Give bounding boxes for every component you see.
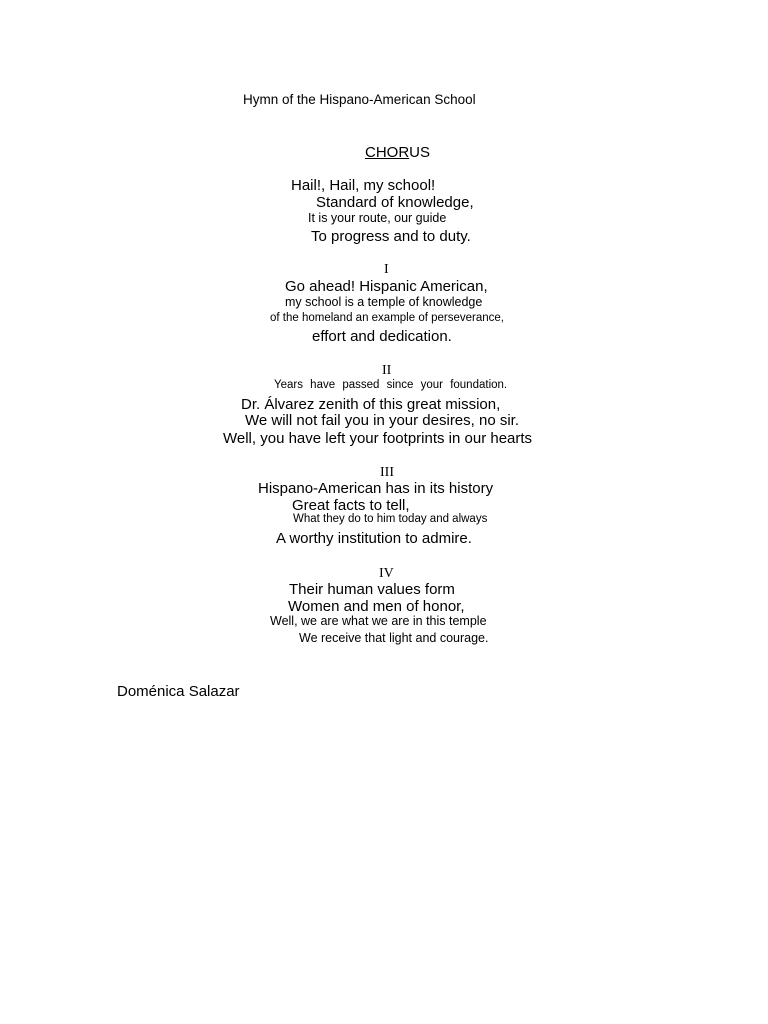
verse-line: Well, we are what we are in this temple	[270, 614, 487, 628]
verse-line: my school is a temple of knowledge	[285, 295, 483, 309]
verse-line: A worthy institution to admire.	[276, 530, 472, 547]
verse-numeral: IV	[379, 566, 394, 581]
chorus-heading	[365, 145, 430, 160]
verse-line: Years have passed since your foundation.	[274, 379, 508, 391]
chorus-line: Hail!, Hail, my school!	[291, 177, 436, 194]
chorus-line: Standard of knowledge,	[316, 194, 474, 211]
verse-line: Women and men of honor,	[288, 598, 465, 615]
verse-line: What they do to him today and always	[293, 513, 488, 525]
chorus-line: To progress and to duty.	[311, 228, 471, 245]
chorus-line: It is your route, our guide	[308, 211, 447, 225]
verse-numeral: III	[380, 465, 394, 480]
verse-line: Go ahead! Hispanic American,	[285, 278, 488, 295]
verse-line: effort and dedication.	[312, 328, 452, 345]
verse-line: Well, you have left your footprints in our hearts	[223, 430, 533, 447]
verse-line: of the homeland an example of perseverance,	[270, 312, 504, 324]
verse-line: Hispano-American has in its history	[258, 480, 494, 497]
verse-line: Great facts to tell,	[292, 497, 410, 514]
author-name: Doménica Salazar	[117, 683, 240, 700]
verse-line: Dr. Álvarez zenith of this great mission,	[241, 396, 501, 413]
chorus-heading-rest: US	[409, 144, 431, 161]
verse-line: We receive that light and courage.	[299, 631, 489, 645]
verse-numeral: II	[382, 363, 392, 378]
chorus-heading-underlined: CHOR	[365, 144, 410, 161]
verse-numeral: I	[384, 262, 389, 277]
verse-line: We will not fail you in your desires, no sir.	[245, 412, 520, 429]
verse-line: Their human values form	[289, 581, 455, 598]
document-title: Hymn of the Hispano-American School	[243, 92, 476, 107]
